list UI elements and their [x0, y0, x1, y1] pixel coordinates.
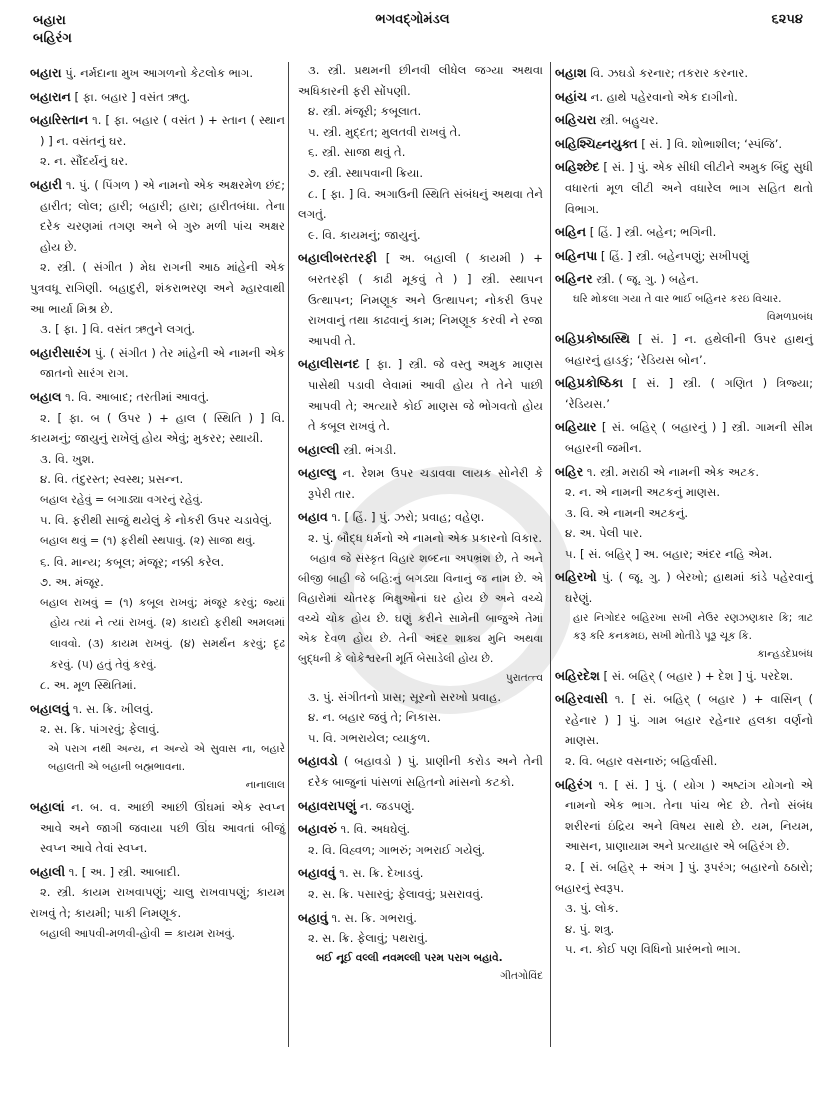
- dictionary-entry: [298, 908, 543, 929]
- citation-quote: [30, 740, 285, 776]
- page-number: ૬૨૫૪: [771, 12, 803, 27]
- sense-item: [30, 510, 285, 531]
- definition-text: ૬. વિ. માન્ય; કબૂલ; મંજૂર; નક્કી કરેલ.: [40, 554, 225, 569]
- headword: બહિરંગ: [555, 776, 593, 792]
- sense-item: [555, 939, 813, 960]
- dictionary-entry: [555, 134, 813, 155]
- dictionary-entry: [555, 269, 813, 290]
- sense-item: [298, 528, 543, 549]
- definition-text: બઈ નૂઈ વલ્લી નવમલ્લી પરમ પરાગ બહાવે.: [316, 951, 503, 964]
- definition-text: ૨. વિ. બહાર વસનારું; બહિર્વાસી.: [565, 754, 718, 769]
- headword: બહિનર: [555, 271, 593, 287]
- headword: બહારાન: [30, 88, 71, 104]
- definition-text: ૫. વિ. ગભરાયેલ; વ્યાકુળ.: [308, 730, 431, 745]
- sense-item: [298, 687, 543, 708]
- citation-source: [555, 308, 813, 326]
- definition-text: ૩. પું. લોક.: [565, 901, 619, 916]
- sense-item: [555, 919, 813, 940]
- definition-text: કાન્હડદેપ્રબંધ: [757, 647, 813, 660]
- dictionary-entry: [555, 110, 813, 131]
- definition-text: ૨. ન. એ નામની અટકનું માણસ.: [565, 485, 721, 500]
- sense-item: [555, 544, 813, 565]
- definition-text: ૨. વિ. વિહ્વળ; ગાભરું; ગભરાઈ ગયેલું.: [308, 842, 486, 857]
- definition-text: ૧. સ. ક્રિ. ગભરાવું.: [327, 910, 417, 925]
- dictionary-entry: [30, 862, 285, 883]
- headword: બહારી: [30, 176, 63, 192]
- dictionary-entry: [555, 246, 813, 267]
- guide-word-first: બહારા: [33, 13, 66, 28]
- dictionary-entry: [30, 343, 285, 384]
- headword: બહાવું: [298, 909, 328, 925]
- definition-text: ૪. અ. પેલી પાર.: [565, 526, 643, 541]
- definition-text: ૧. [ સં. ] પું. ( યોગ ) અષ્ટાંગ યોગનો એ નામનો એક ભાગ. તેના પાંચ ભેદ છે. તેનો સંબંધ શરીરનાં ઇંદ્રિય અને વિષય સાથે છે. યમ, નિયમ, આસન, પ્રાણાયામ અને પ્રત્યાહાર એ બહિરંગ છે.: [565, 777, 813, 854]
- dictionary-entry: [555, 373, 813, 414]
- sense-item: [555, 751, 813, 772]
- definition-text: પુરાતત્ત્વ: [505, 671, 543, 684]
- headword: બહાલાં: [30, 799, 65, 814]
- headword: બહિર: [555, 463, 584, 479]
- sense-item: [298, 101, 543, 122]
- sense-item: [298, 707, 543, 728]
- definition-text: [ હિં. ] સ્ત્રી. બહેન; ભગિની.: [586, 225, 717, 240]
- definition-text: બહાલ રહેવું = બગાડ્યા વગરનું રહેવું.: [40, 492, 204, 506]
- dictionary-entry: [555, 567, 813, 608]
- definition-text: ૩. પું. સંગીતનો પ્રાસ; સૂરનો સરખો પ્રવાહ.: [308, 689, 502, 704]
- definition-text: ૨. ન. સૌંદર્યનું ઘર.: [40, 154, 129, 169]
- dictionary-entry: [30, 699, 285, 720]
- headword: બહાલ્લી: [298, 441, 340, 457]
- definition-text: ૨. સ્ત્રી. કાયમ રાખવાપણું; ચાલુ રાખવાપણું; કાયમ રાખવું તે; કાયમી; પાકી નિમણૂક.: [30, 885, 285, 920]
- dictionary-entry: [298, 354, 543, 436]
- definition-text: પું. ( જૂ. ગુ. ) બેરખો; હાથમાં કાંડે પહેરવાનું ઘરેણું.: [565, 570, 813, 606]
- dictionary-entry: [555, 666, 813, 687]
- headword: બહિરવાસી: [555, 691, 608, 707]
- sense-item: [298, 728, 543, 749]
- definition-text: [ સં. ] પું. એક સીધી લીટીને અમુક બિંદુ સુધી વધારતાં મૂળ લીટી અને વધારેલ ભાગ સહિત થતો વિભાગ.: [565, 160, 813, 216]
- sense-item: [30, 719, 285, 740]
- definition-text: સ્ત્રી. ભંગડી.: [339, 442, 397, 457]
- definition-text: ૫. [ સં. બહિર્ ] અ. બહાર; અંદર નહિ એમ.: [565, 546, 773, 561]
- dictionary-entry: [555, 462, 813, 483]
- definition-text: ૨. [ સં. બહિર્ + અંગ ] પું. રૂપરંગ; બહારનો ઠઠારો; બહારનું સ્વરૂપ.: [555, 860, 813, 895]
- headword: બહિરખો: [555, 569, 597, 585]
- definition-text: [ ફા. બહાર ] વસંત ઋતુ.: [70, 89, 191, 104]
- definition-text: વિમળપ્રબંધ: [766, 310, 813, 323]
- sense-item: [30, 151, 285, 172]
- sense-item: [298, 122, 543, 143]
- headword: બહાંચ: [555, 88, 587, 104]
- sense-item: [555, 503, 813, 524]
- headword: બહાલીબરતરફી: [298, 250, 377, 266]
- sense-item: [30, 469, 285, 490]
- headword: બહિપ્રકોષ્ઠાસ્થિ: [555, 330, 631, 346]
- definition-text: પું. ( સંગીત ) તેર માંહેની એ નામની એક જાતનો સારંગ રાગ.: [40, 345, 285, 381]
- definition-text: ૩. વિ. ખુશ.: [40, 451, 95, 466]
- dictionary-entry: [30, 797, 285, 859]
- idiom-phrase: [30, 531, 285, 552]
- column-left: [30, 60, 285, 944]
- definition-text: ૧. સ્ત્રી. મરાઠી એ નામની એક અટક.: [583, 464, 760, 479]
- dictionary-entry: [298, 507, 543, 528]
- citation-source: [298, 669, 543, 687]
- dictionary-entry: [555, 329, 813, 370]
- definition-text: ૧. સ. ક્રિ. ખીલવું.: [69, 701, 154, 716]
- dictionary-entry: [555, 775, 813, 857]
- definition-text: ઘરિ મોકલા ગયા તે વાર ભાઈ બહિનર કરઇ વિચાર.: [573, 292, 782, 305]
- definition-text: [ ફા. ] સ્ત્રી. જે વસ્તુ અમુક માણસ પાસેથી પડાવી લેવામાં આવી હોય તે તેને પાછી આપવી તે; અત્યારે કોઈ માણસ જે ભોગવતો હોય તે કબૂલ રાખવું તે.: [308, 357, 543, 434]
- headword: બહાવ: [298, 509, 328, 525]
- sense-item: [298, 142, 543, 163]
- definition-text: બહાલ રાખવું = (૧) કબૂલ રાખવું; મંજૂર કરવું; જ્યાં હોય ત્યાં ને ત્યાં રાખવું. (૨) કાયદો ફરીથી અમલમાં લાવવો. (૩) કાયમ રાખવું. (૪) સમર્થન કરવું; દૃઢ કરવું. (૫) હતું તેવું કરવું.: [40, 595, 285, 671]
- headword: બહાવવું: [298, 865, 336, 881]
- headword: બહાવરાપણું: [298, 797, 357, 813]
- definition-text: સ્ત્રી. બહુચર.: [596, 113, 659, 128]
- column-divider: [550, 62, 551, 1047]
- definition-text: ૫. ન. કોઈ પણ વિધિનો પ્રારંભનો ભાગ.: [565, 942, 741, 957]
- citation-source: [30, 776, 285, 794]
- headword: બહાલી: [30, 863, 66, 879]
- sense-item: [298, 163, 543, 184]
- headword: બહિપ્રકોષ્ઠિકા: [555, 375, 624, 391]
- definition-text: વિ. ઝઘડો કરનાર; તકરાર કરનાર.: [586, 66, 749, 80]
- definition-text: ૨. સ. ક્રિ. પસારવું; ફેલાવવું; પ્રસરાવવું.: [308, 887, 484, 901]
- headword: બહારિસ્તાન: [30, 112, 89, 128]
- dictionary-entry: [298, 819, 543, 840]
- definition-text: ૧. [ સં. બહિર્ ( બહાર ) + વાસિન્ ( રહેનાર ) ] પું. ગામ બહાર રહેનાર હલકા વર્ણનો માણસ.: [565, 692, 813, 748]
- definition-text: ૩. [ ફા. ] વિ. વસંત ઋતુને લગતું.: [40, 322, 196, 337]
- sense-item: [30, 319, 285, 340]
- definition-text: ગીતગોવિંદ: [500, 969, 543, 982]
- sense-item: [555, 482, 813, 503]
- definition-text: ૧. પું. ( પિંગળ ) એ નામનો એક અક્ષરમેળ છંદ; હારીત; લોલ; હારી; બહારી; હારા; હારીતબંધા. તેના દરેક ચરણમાં તગણ અને બે ગુરુ મળી પાંચ અક્ષર હોય છે.: [40, 177, 285, 254]
- definition-text: ૪. સ્ત્રી. મંજૂરી; કબૂલાત.: [308, 104, 422, 119]
- definition-text: ૯. વિ. કાયમનું; જાયુનું.: [308, 227, 421, 242]
- dictionary-entry: [298, 863, 543, 884]
- definition-text: સ્ત્રી. ( જૂ. ગુ. ) બહેન.: [592, 272, 699, 287]
- sense-item: [298, 184, 543, 225]
- sense-item: [298, 225, 543, 246]
- headword: બહિયાર: [555, 419, 597, 435]
- dictionary-entry: [30, 87, 285, 108]
- headword: બહાલવું: [30, 700, 70, 716]
- dictionary-entry: [298, 796, 543, 817]
- headword: બહારા: [30, 65, 62, 80]
- definition-text: ન. રેશમ ઉપર ચડાવવા લાયક સોનેરી કે રૂપેરી તાર.: [308, 466, 543, 501]
- dictionary-entry: [555, 157, 813, 219]
- sense-item: [298, 884, 543, 905]
- definition-text: ( બહાવડો ) પું. પ્રાણીની કરોડ અને તેની દરેક બાજુનાં પાંસળાં સહિતનો માંસનો કટકો.: [308, 754, 543, 790]
- headword: બહાશ: [555, 65, 587, 80]
- definition-text: ૧. વિ. અધઘેલું.: [336, 822, 411, 837]
- sense-item: [30, 675, 285, 696]
- definition-text: એ પરાગ નથી અન્ય, ન અન્યે એ સુવાસ ના, બહારે બહાલતી એ બહાની બહ્મભાવના.: [48, 743, 285, 773]
- definition-text: ન. બ. વ. આછી આછી ઊંઘમાં એક સ્વપ્ન આવે અને જાગી જવાયા પછી ઊંઘ આવતાં બીજું સ્વપ્ન આવે તેવાં સ્વપ્ન.: [40, 800, 285, 856]
- definition-text: ૬. સ્ત્રી. સાજા થવું તે.: [308, 145, 406, 160]
- definition-text: ૩. સ્ત્રી. પ્રથમની છીનવી લીધેલ જગ્યા અથવા અધિકારની ફરી સોંપણી.: [298, 63, 543, 98]
- dictionary-entry: [30, 175, 285, 257]
- headword: બહિરદેશ: [555, 667, 600, 683]
- citation-quote: [555, 609, 813, 645]
- dictionary-entry: [555, 87, 813, 108]
- headword: બહારીસારંગ: [30, 344, 91, 360]
- column-right: [555, 60, 813, 960]
- definition-text: ૭. સ્ત્રી. સ્થાપવાની ક્રિયા.: [308, 165, 424, 180]
- dictionary-entry: [30, 110, 285, 151]
- definition-text: ૪. ન. બહાર જવું તે; નિકાસ.: [308, 710, 442, 725]
- idiom-phrase: [30, 490, 285, 511]
- dictionary-entry: [555, 222, 813, 243]
- sense-item: [555, 898, 813, 919]
- headword: બહિનપા: [555, 247, 598, 263]
- definition-text: ૮. [ ફા. ] વિ. અગાઉની સ્થિતિ સંબંધનું અથવા તેને લગતું.: [298, 186, 543, 222]
- definition-text: [ સં. ] સ્ત્રી. ( ગણિત ) ત્રિજ્યા; ‘રેડિયસ.’: [565, 376, 813, 411]
- dictionary-entry: [298, 440, 543, 461]
- headword: બહિન: [555, 224, 587, 240]
- definition-text: ૧. [ હિં. ] પું. ઝરો; પ્રવાહ; વહેણ.: [327, 510, 485, 525]
- dictionary-entry: [555, 417, 813, 458]
- sense-item: [30, 882, 285, 923]
- definition-text: નાનાલાલ: [245, 779, 285, 791]
- sense-item: [30, 408, 285, 449]
- dictionary-entry: [298, 463, 543, 504]
- definition-text: ૧. [ ફા. બહાર ( વસંત ) + સ્તાન ( સ્થાન ) ] ન. વસંતનું ઘર.: [40, 113, 285, 148]
- citation-quote: [555, 290, 813, 308]
- definition-text: ૩. વિ. એ નામની અટકનું.: [565, 505, 689, 520]
- sense-item: [555, 857, 813, 898]
- definition-text: ન. હાથે પહેરવાનો એક દાગીનો.: [587, 89, 738, 104]
- sense-item: [30, 552, 285, 573]
- dictionary-entry: [30, 63, 285, 84]
- definition-text: ૨. સ્ત્રી. ( સંગીત ) મેઘ રાગની આઠ માંહેની એક પુત્રવધૂ રાગિણી. બહાદુરી, શંકરાભરણ અને મ્હારવાથી આ ભાર્યા મિશ્ર છે.: [30, 260, 285, 316]
- headword: બહાલીસનદ: [298, 356, 360, 372]
- dictionary-entry: [30, 387, 285, 408]
- citation-source: [555, 645, 813, 663]
- idiom-phrase: [30, 593, 285, 675]
- sense-item: [298, 60, 543, 101]
- sense-item: [298, 928, 543, 949]
- definition-text: ૧. સ. ક્રિ. દેખાડવું.: [335, 866, 424, 881]
- idiom-phrase: [30, 924, 285, 945]
- definition-text: બહાવ જે સંસ્કૃત વિહાર શબ્દના અપભ્રંશ છે, તે અને બીજી બાહી જે બહિ:નું બગડ્યા વિનાનું જ નામ છે. એ વિહારોમાં ચોતરફ ભિક્ષુઓનાં ઘર હોય છે અને વચ્ચે વચ્ચે ચોક હોય છે. ઘણું કરીને સામેની બાજુએ તેમાં એક દેવળ હોય છે. તેની અંદર શાક્ય મુનિ અથવા બુદ્ધની કે લોકેશ્વરની મૂર્તિ બેસાડેલી હોય છે.: [298, 551, 543, 665]
- definition-text: ૭. અ. મંજૂર.: [40, 575, 104, 590]
- running-title: ભગવદ્ગોમંડલ: [375, 12, 450, 27]
- definition-text: ૨. [ ફા. બ ( ઉપર ) + હાલ ( સ્થિતિ ) ] વિ. કાયમનું; જાયુનું રાખેલું હોય એવું; મુકરર; સ્થાયી.: [30, 410, 285, 446]
- sense-item: [30, 257, 285, 319]
- headword: બહાવરું: [298, 821, 337, 837]
- dictionary-entry: [298, 248, 543, 351]
- definition-text: પું. નર્મદાના મુખ આગળનો કેટલોક ભાગ.: [61, 66, 254, 80]
- dictionary-entry: [298, 751, 543, 792]
- definition-text: ૪. પું. શત્રુ.: [565, 921, 615, 936]
- sense-item: [298, 840, 543, 861]
- definition-text: [ અ. બહાલી ( કાયમી ) + બરતરફી ( કાઢી મૂકવું તે ) ] સ્ત્રી. સ્થાપન ઉત્થાપન; નિમણૂક અને ઉત્થાપન; નોકરી ઉપર રાખવાનું તથા કાઢવાનું કામ; નિમણૂક કરવી ને રજા આપવી તે.: [308, 251, 543, 348]
- definition-text: ૧. [ અ. ] સ્ત્રી. આબાદી.: [65, 864, 181, 879]
- definition-text: ૨. પું. બૌદ્ધ ધર્મનો એ નામનો એક પ્રકારનો વિકાર.: [308, 531, 543, 546]
- definition-text: [ સં. બહિર્ ( બહારનું ) ] સ્ત્રી. ગામની સીમ બહારની જમીન.: [565, 420, 813, 455]
- column-divider: [288, 62, 289, 1047]
- usage-note: [298, 549, 543, 669]
- dictionary-entry: [555, 63, 813, 84]
- definition-text: ૪. વિ. તંદુરસ્ત; સ્વસ્થ; પ્રસન્ન.: [40, 472, 184, 487]
- sense-item: [30, 572, 285, 593]
- column-middle: [298, 60, 543, 985]
- headword: બહિચરા: [555, 112, 597, 128]
- definition-text: ૨. સ. ક્રિ. પાંગરવું; ફેલાવું.: [40, 722, 160, 737]
- definition-text: ૨. સ. ક્રિ. ફેલાવું; પથરાવું.: [308, 931, 428, 946]
- citation-quote: [298, 949, 543, 967]
- definition-text: [ સં. બહિર્ ( બહાર ) + દેશ ] પું. પરદેશ.: [599, 668, 794, 683]
- sense-item: [30, 449, 285, 470]
- definition-text: બહાલી આપવી-મળવી-હોવી = કાયમ રાખવું.: [40, 926, 236, 940]
- definition-text: ૧. વિ. આબાદ; તરતીમાં આવતું.: [61, 389, 210, 404]
- sense-item: [555, 523, 813, 544]
- headword: બહાલ્લુ: [298, 465, 336, 481]
- definition-text: ૫. વિ. ફરીથી સાજું થયેલું કે નોકરી ઉપર ચડાવેલું.: [40, 513, 273, 528]
- definition-text: [ સં. ] વિ. શોભાશીલ; ‘સ્પંજિ’.: [637, 136, 783, 151]
- guide-word-last: બહિરંગ: [33, 31, 72, 46]
- headword: બહિશ્છેદ: [555, 159, 600, 175]
- citation-source: [298, 967, 543, 985]
- definition-text: ૮. અ. મૂળ સ્થિતિમાં.: [40, 678, 137, 693]
- dictionary-entry: [555, 689, 813, 751]
- headword: બહાલ: [30, 388, 62, 404]
- definition-text: [ સં. ] ન. હથેલીની ઉપર હાથનું બહારનું હાડકું; ‘રેડિયસ બોન’.: [565, 331, 813, 367]
- headword: બહાવડો: [298, 753, 338, 769]
- definition-text: ૫. સ્ત્રી. મુદ્દત; મુલતવી રાખવું તે.: [308, 124, 462, 139]
- definition-text: ન. જડપણું.: [356, 798, 415, 813]
- definition-text: હાર નિગોદર બહિરખા સખી નેઉર રણઝણકાર કિ; ત્રાટ કરૂ કરિ કનકમઇ, સખી મોતીડે પૂરૂ ચૂક કિ.: [573, 611, 813, 642]
- definition-text: બહાલ થવું = (૧) ફરીથી સ્થપાવું. (૨) સાજા થવું.: [40, 534, 256, 548]
- definition-text: [ હિં. ] સ્ત્રી. બહેનપણું; સખીપણું: [597, 248, 749, 263]
- headword: બહિશ્ચિહ્નયુક્ત: [555, 135, 638, 151]
